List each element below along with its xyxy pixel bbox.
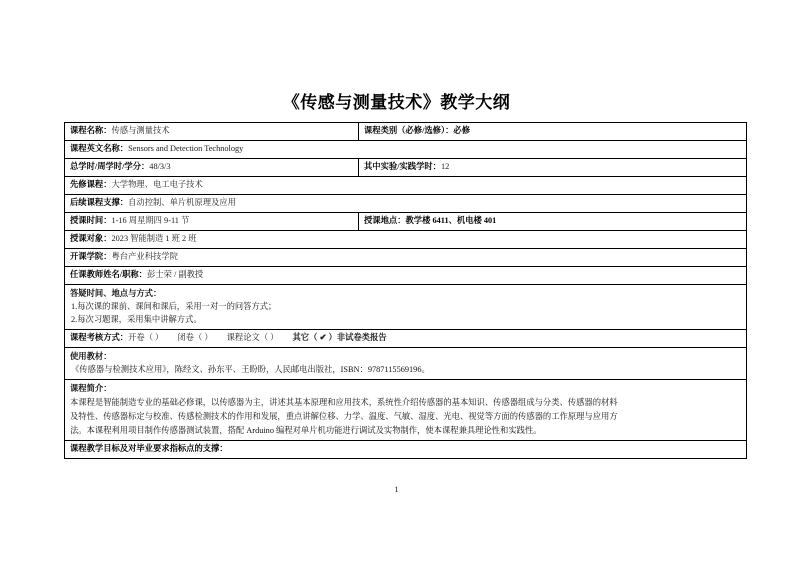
hours-value: 48/3/3 <box>149 162 171 172</box>
objectives-heading: 课程教学目标及对毕业要求指标点的支撑： <box>70 444 228 454</box>
audience-value: 2023 智能制造 1 班 2 班 <box>111 234 197 244</box>
course-outline-table <box>64 122 747 459</box>
table-row-teacher <box>65 267 747 285</box>
exam-label: 课程考核方式： <box>70 333 129 343</box>
cell-college <box>65 249 747 267</box>
prerequisite-value: 大学物理、电工电子技术 <box>111 180 203 190</box>
audience-label: 授课对象： <box>70 234 112 244</box>
exam-option-open-book[interactable]: 开卷（ ） <box>128 333 164 343</box>
english-name-label: 课程英文名称： <box>70 144 129 154</box>
cell-english-name <box>65 141 747 159</box>
table-row-audience <box>65 231 747 249</box>
table-row-prerequisite <box>65 177 747 195</box>
cell-objectives <box>65 440 747 458</box>
table-row-class-time <box>65 213 747 231</box>
cell-exam-method <box>65 330 747 348</box>
course-name-value: 传感与测量技术 <box>111 126 170 136</box>
english-name-value: Sensors and Detection Technology <box>128 144 244 154</box>
intro-heading: 课程简介： <box>70 383 112 393</box>
table-row-textbook <box>65 348 747 380</box>
textbook-value: 《传感器与检测技术应用》，陈经文、孙东平、王盼盼，人民邮电出版社，ISBN：9787115569196。 <box>71 364 430 374</box>
page-title: 《传感与测量技术》教学大纲 <box>282 93 511 112</box>
lab-hours-value: 12 <box>440 162 450 172</box>
cell-textbook <box>65 348 747 380</box>
table-row-intro <box>65 379 747 440</box>
cell-lab-hours <box>359 159 747 177</box>
prerequisite-label: 先修课程： <box>70 180 112 190</box>
class-time-label: 授课时间： <box>70 216 112 226</box>
cell-teacher <box>65 267 747 285</box>
textbook-heading: 使用教材： <box>70 351 112 361</box>
table-row-exam <box>65 330 747 348</box>
cell-qa <box>65 285 747 330</box>
class-place-value: 教学楼 6411、机电楼 401 <box>405 216 497 226</box>
course-name-label: 课程名称： <box>70 126 112 136</box>
cell-class-time <box>65 213 359 231</box>
qa-heading: 答疑时间、地点与方式： <box>70 288 162 298</box>
cell-class-place <box>359 213 747 231</box>
follow-up-label: 后续课程支撑： <box>70 198 129 208</box>
intro-line-3: 法。本课程利用项目制作传感器测试装置，搭配 Arduino 编程对单片机功能进行调试及实物制作，使本课程兼具理论性和实践性。 <box>70 425 542 435</box>
hours-label: 总学时/周学时/学分： <box>70 162 150 172</box>
cell-course-category <box>359 123 747 141</box>
follow-up-value: 自动控制、单片机原理及应用 <box>128 198 236 208</box>
table-row-hours <box>65 159 747 177</box>
qa-line-2: 2.每次习题课，采用集中讲解方式。 <box>71 315 202 325</box>
college-value: 粤台产业科技学院 <box>111 252 178 262</box>
class-place-label: 授课地点： <box>364 216 406 226</box>
table-row-qa <box>65 285 747 330</box>
intro-line-1: 本课程是智能制造专业的基础必修课，以传感器为主，讲述其基本原理和应用技术，系统性介绍传感器的基本知识、传感器组成与分类、传感器的材料 <box>70 397 618 407</box>
college-label: 开课学院： <box>70 252 112 262</box>
qa-line-1: 1.每次课的课前、课间和课后，采用一对一的问答方式； <box>71 301 277 311</box>
teacher-label: 任课教师姓名/职称： <box>70 270 147 280</box>
table-row-college <box>65 249 747 267</box>
cell-course-name <box>65 123 359 141</box>
intro-line-2: 及特性、传感器标定与校准、传感检测技术的作用和发展，重点讲解位移、力学、温度、气敏、湿度、光电、视觉等方面的传感器的工作原理与应用方 <box>70 411 618 421</box>
exam-option-course-paper[interactable]: 课程论文（ ） <box>226 333 279 343</box>
table-row-course-name <box>65 123 747 141</box>
table-row-english-name <box>65 141 747 159</box>
lab-hours-label: 其中实验/实践学时： <box>364 162 441 172</box>
cell-follow-up <box>65 195 747 213</box>
cell-course-intro <box>65 379 747 440</box>
course-category-value: 必修 <box>453 126 471 136</box>
exam-option-closed-book[interactable]: 闭卷（ ） <box>177 333 213 343</box>
course-category-label: 课程类别（必修/选修）： <box>364 126 454 136</box>
cell-prerequisite <box>65 177 747 195</box>
class-time-value: 1-16 周星期四 9-11 节 <box>111 216 190 226</box>
table-row-follow-up <box>65 195 747 213</box>
teacher-value: 彭士荣 / 副教授 <box>146 270 204 280</box>
cell-total-hours <box>65 159 359 177</box>
exam-option-other-checked[interactable]: 其它（ ✔ ）非试卷类报告 <box>292 333 387 343</box>
page-number: 1 <box>394 484 399 494</box>
table-row-objectives <box>65 440 747 458</box>
cell-audience <box>65 231 747 249</box>
